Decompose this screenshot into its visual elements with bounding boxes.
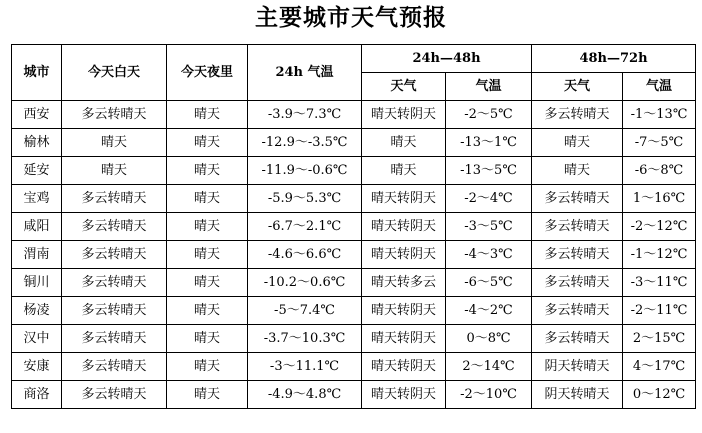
cell-temp-48: -4～2℃ (446, 297, 532, 325)
cell-temp-72: -1～12℃ (623, 241, 696, 269)
cell-weather-48: 晴天转多云 (362, 269, 446, 297)
cell-city: 铜川 (12, 269, 62, 297)
cell-night: 晴天 (167, 129, 248, 157)
header-temp-72: 气温 (623, 73, 696, 101)
cell-day: 晴天 (62, 157, 167, 185)
table-row (12, 241, 696, 269)
cell-day: 多云转晴天 (62, 213, 167, 241)
header-city: 城市 (12, 45, 62, 101)
cell-temp-72: -2～11℃ (623, 297, 696, 325)
cell-weather-48: 晴天 (362, 157, 446, 185)
cell-temp-24h: -3.7～10.3℃ (248, 325, 362, 353)
header-today-night: 今天夜里 (167, 45, 248, 101)
cell-weather-48: 晴天 (362, 129, 446, 157)
cell-night: 晴天 (167, 213, 248, 241)
cell-temp-72: -7～5℃ (623, 129, 696, 157)
cell-temp-24h: -4.6～6.6℃ (248, 241, 362, 269)
cell-temp-72: 1～16℃ (623, 185, 696, 213)
table-row (12, 101, 696, 129)
cell-weather-72: 多云转晴天 (532, 185, 623, 213)
cell-temp-72: -3～11℃ (623, 269, 696, 297)
header-temp-48: 气温 (446, 73, 532, 101)
header-weather-72: 天气 (532, 73, 623, 101)
cell-weather-48: 晴天转阴天 (362, 325, 446, 353)
cell-temp-48: 2～14℃ (446, 353, 532, 381)
table-row (12, 325, 696, 353)
cell-weather-48: 晴天转阴天 (362, 241, 446, 269)
cell-night: 晴天 (167, 325, 248, 353)
cell-city: 安康 (12, 353, 62, 381)
cell-weather-48: 晴天转阴天 (362, 381, 446, 409)
cell-day: 多云转晴天 (62, 325, 167, 353)
header-temp-24h: 24h 气温 (248, 45, 362, 101)
cell-night: 晴天 (167, 381, 248, 409)
cell-temp-72: -2～12℃ (623, 213, 696, 241)
cell-temp-48: -2～4℃ (446, 185, 532, 213)
cell-night: 晴天 (167, 241, 248, 269)
header-range-24-48: 24h—48h (362, 45, 532, 73)
cell-weather-72: 多云转晴天 (532, 325, 623, 353)
forecast-body (12, 101, 696, 409)
cell-night: 晴天 (167, 353, 248, 381)
cell-temp-72: 2～15℃ (623, 325, 696, 353)
cell-city: 杨凌 (12, 297, 62, 325)
cell-temp-72: 0～12℃ (623, 381, 696, 409)
cell-weather-48: 晴天转阴天 (362, 297, 446, 325)
cell-weather-48: 晴天转阴天 (362, 185, 446, 213)
cell-night: 晴天 (167, 101, 248, 129)
cell-temp-24h: -5.9～5.3℃ (248, 185, 362, 213)
cell-day: 多云转晴天 (62, 101, 167, 129)
table-row (12, 381, 696, 409)
cell-city: 西安 (12, 101, 62, 129)
cell-day: 多云转晴天 (62, 381, 167, 409)
cell-weather-72: 多云转晴天 (532, 269, 623, 297)
header-weather-48: 天气 (362, 73, 446, 101)
table-row (12, 297, 696, 325)
cell-temp-24h: -6.7～2.1℃ (248, 213, 362, 241)
table-row (12, 353, 696, 381)
cell-city: 咸阳 (12, 213, 62, 241)
cell-temp-24h: -5～7.4℃ (248, 297, 362, 325)
cell-weather-48: 晴天转阴天 (362, 101, 446, 129)
cell-temp-48: -2～10℃ (446, 381, 532, 409)
cell-city: 汉中 (12, 325, 62, 353)
forecast-table (11, 44, 696, 409)
cell-city: 渭南 (12, 241, 62, 269)
cell-weather-72: 晴天 (532, 129, 623, 157)
cell-temp-72: 4～17℃ (623, 353, 696, 381)
cell-weather-72: 多云转晴天 (532, 213, 623, 241)
header-range-48-72: 48h—72h (532, 45, 696, 73)
cell-weather-72: 晴天 (532, 157, 623, 185)
cell-temp-24h: -3.9～7.3℃ (248, 101, 362, 129)
cell-weather-72: 多云转晴天 (532, 101, 623, 129)
table-row (12, 185, 696, 213)
cell-weather-72: 阴天转晴天 (532, 353, 623, 381)
cell-city: 延安 (12, 157, 62, 185)
table-row (12, 157, 696, 185)
cell-temp-72: -6～8℃ (623, 157, 696, 185)
cell-temp-24h: -11.9～-0.6℃ (248, 157, 362, 185)
cell-night: 晴天 (167, 297, 248, 325)
cell-day: 晴天 (62, 129, 167, 157)
cell-day: 多云转晴天 (62, 241, 167, 269)
cell-temp-48: 0～8℃ (446, 325, 532, 353)
cell-temp-24h: -12.9～-3.5℃ (248, 129, 362, 157)
cell-day: 多云转晴天 (62, 185, 167, 213)
table-row (12, 129, 696, 157)
cell-temp-48: -2～5℃ (446, 101, 532, 129)
cell-temp-24h: -4.9～4.8℃ (248, 381, 362, 409)
cell-temp-48: -13～1℃ (446, 129, 532, 157)
table-row (12, 269, 696, 297)
cell-weather-48: 晴天转阴天 (362, 213, 446, 241)
cell-temp-24h: -3～11.1℃ (248, 353, 362, 381)
cell-day: 多云转晴天 (62, 353, 167, 381)
cell-temp-48: -13～5℃ (446, 157, 532, 185)
cell-weather-72: 多云转晴天 (532, 297, 623, 325)
cell-night: 晴天 (167, 269, 248, 297)
cell-temp-72: -1～13℃ (623, 101, 696, 129)
cell-day: 多云转晴天 (62, 269, 167, 297)
cell-temp-24h: -10.2～0.6℃ (248, 269, 362, 297)
cell-city: 商洛 (12, 381, 62, 409)
cell-temp-48: -4～3℃ (446, 241, 532, 269)
page-title: 主要城市天气预报 (255, 4, 447, 31)
cell-night: 晴天 (167, 157, 248, 185)
cell-city: 榆林 (12, 129, 62, 157)
cell-temp-48: -3～5℃ (446, 213, 532, 241)
cell-temp-48: -6～5℃ (446, 269, 532, 297)
cell-city: 宝鸡 (12, 185, 62, 213)
cell-weather-48: 晴天转阴天 (362, 353, 446, 381)
cell-weather-72: 阴天转晴天 (532, 381, 623, 409)
table-row (12, 213, 696, 241)
cell-day: 多云转晴天 (62, 297, 167, 325)
cell-weather-72: 多云转晴天 (532, 241, 623, 269)
cell-night: 晴天 (167, 185, 248, 213)
header-today-day: 今天白天 (62, 45, 167, 101)
